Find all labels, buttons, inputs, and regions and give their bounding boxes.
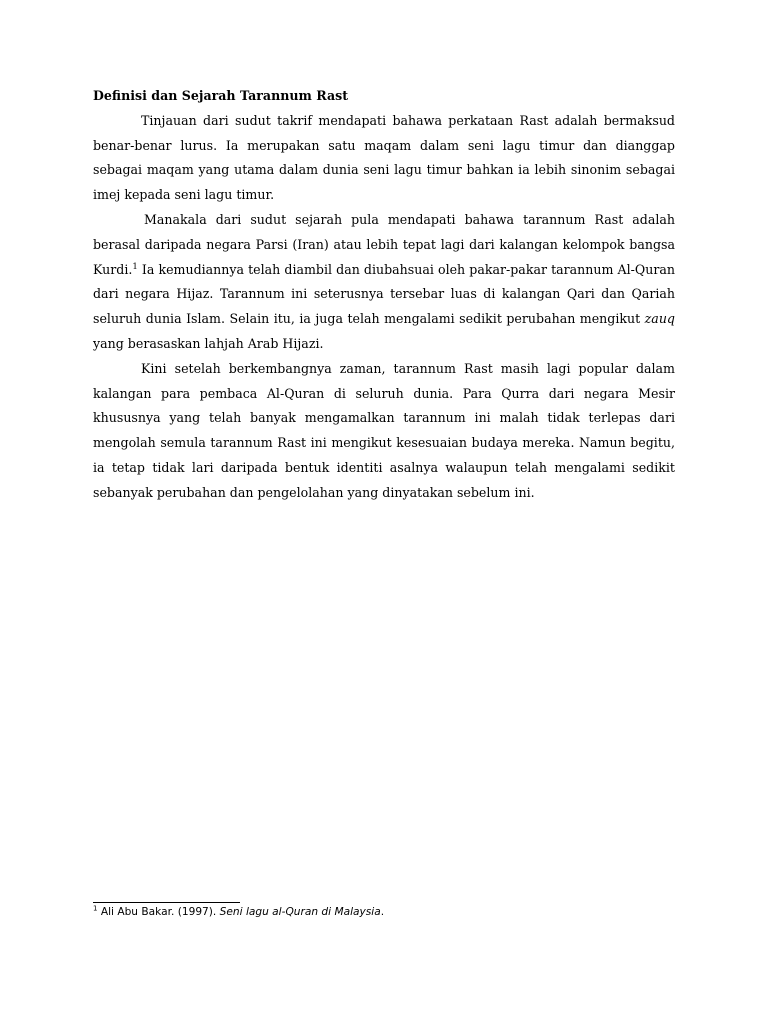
footnote-number: 1: [93, 904, 98, 913]
section-heading: Definisi dan Sejarah Tarannum Rast: [93, 88, 349, 103]
paragraph-history-part-2: Ia kemudiannya telah diambil dan diubahsuai oleh pakar-pakar tarannum Al-Quran dari negara Hijaz. Tarannum ini seterusnya tersebar luas di kalangan Qari dan Qariah seluruh dunia Islam. Selain itu, ia juga telah mengalami sedikit perubahan mengikut: [93, 261, 675, 327]
footnote: [93, 905, 675, 920]
footnote-reference[interactable]: 1: [132, 261, 138, 272]
paragraph-definition: Tinjauan dari sudut takrif mendapati bahawa perkataan Rast adalah bermaksud benar-benar lurus. Ia merupakan satu maqam dalam seni lagu timur dan dianggap sebagai maqam yang utama dalam dunia seni lagu timur bahkan ia lebih sinonim sebagai imej kepada seni lagu timur.: [93, 112, 675, 203]
italic-term-zauq: zauq: [644, 311, 675, 327]
document-body: [93, 84, 675, 506]
paragraph-current: Kini setelah berkembangnya zaman, tarannum Rast masih lagi popular dalam kalangan para pembaca Al-Quran di seluruh dunia. Para Qurra dari negara Mesir khususnya yang telah banyak mengamalkan tarannum ini malah tidak terlepas dari mengolah semula tarannum Rast ini mengikut kesesuaian budaya mereka. Namun begitu, ia tetap tidak lari daripada bentuk identiti asalnya walaupun telah mengalami sedikit sebanyak perubahan dan pengelolahan yang dinyatakan sebelum ini.: [93, 360, 675, 500]
paragraph-history-part-1: Manakala dari sudut sejarah pula mendapati bahawa tarannum Rast adalah berasal daripada negara Parsi (Iran) atau lebih tepat lagi dari kalangan kelompok bangsa Kurdi.: [93, 211, 675, 277]
footnote-separator: [93, 902, 240, 903]
paragraph-history: [93, 208, 675, 357]
footnote-citation: Ali Abu Bakar. (1997).: [97, 906, 220, 918]
footnote-end: .: [380, 906, 385, 918]
footnote-book-title: Seni lagu al-Quran di Malaysia: [219, 906, 381, 918]
paragraph-history-part-3: yang berasaskan lahjah Arab Hijazi.: [93, 335, 324, 351]
